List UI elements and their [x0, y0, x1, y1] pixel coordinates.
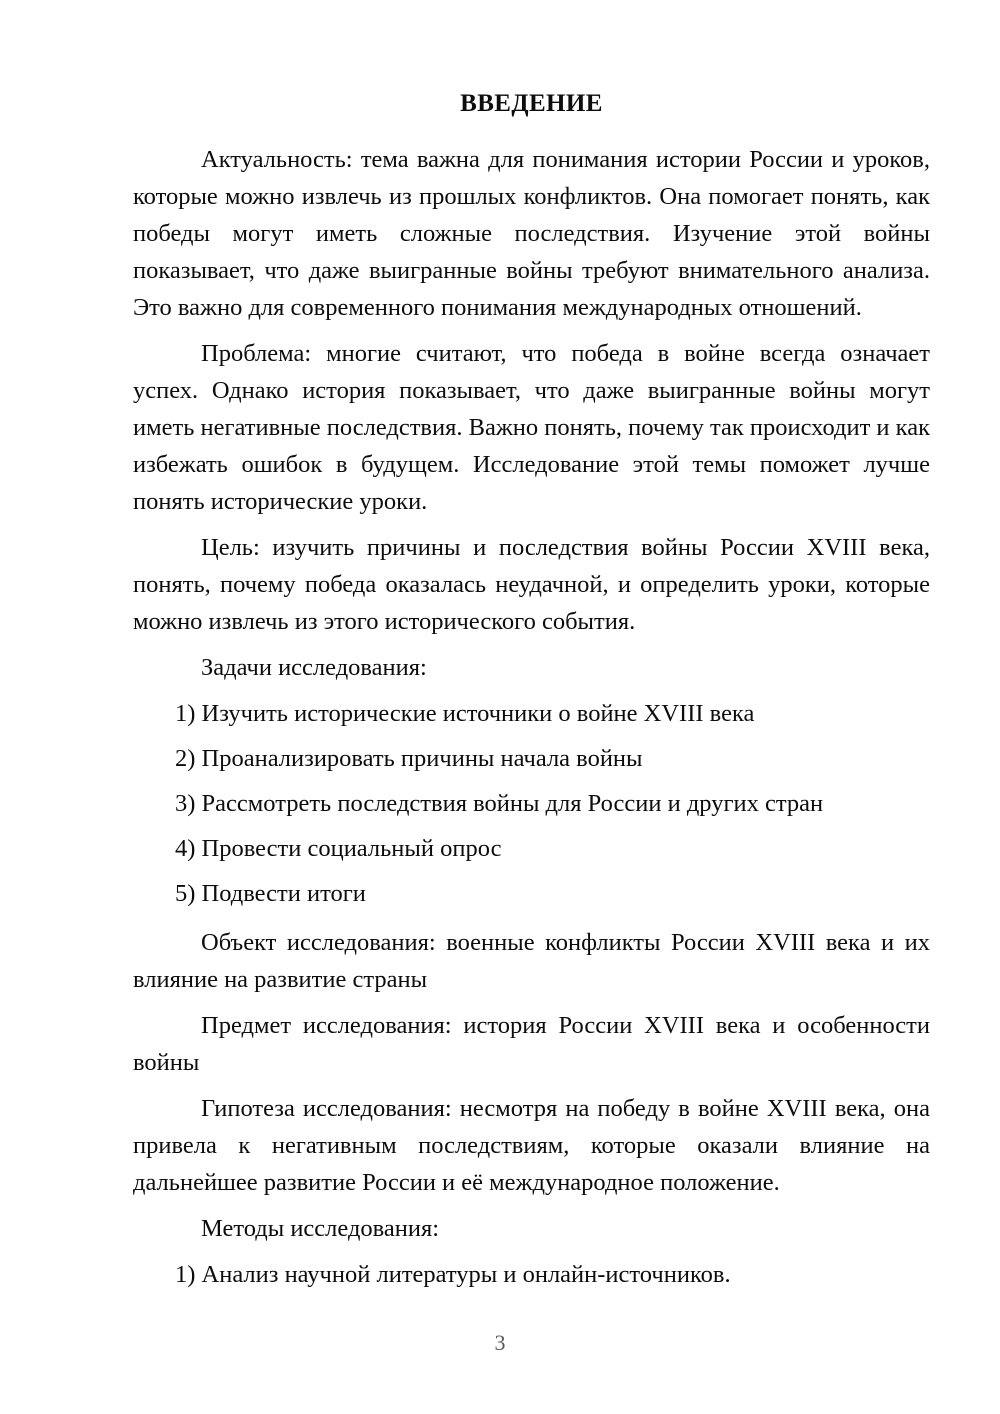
tasks-heading: Задачи исследования:: [201, 654, 427, 682]
list-item: 5) Подвести итоги: [175, 880, 366, 908]
paragraph-goal: Цель: изучить причины и последствия войны России XVIII века, понять, почему победа оказалась неудачной, и определить уроки, которые можно извлечь из этого исторического события.: [133, 534, 930, 636]
paragraph-hypothesis: Гипотеза исследования: несмотря на победу в войне XVIII века, она привела к негативным последствиям, которые оказали влияние на дальнейшее развитие России и её международное положение.: [133, 1095, 930, 1197]
list-item: 1) Изучить исторические источники о войне XVIII века: [175, 700, 755, 728]
tasks-list: [133, 695, 930, 912]
page-number: 3: [494, 1330, 506, 1355]
paragraph-object: Объект исследования: военные конфликты России XVIII века и их влияние на развитие страны: [133, 929, 930, 994]
page-title: ВВЕДЕНИЕ: [460, 90, 603, 117]
paragraph-problem: Проблема: многие считают, что победа в войне всегда означает успех. Однако история показывает, что даже выигранные войны могут иметь негативные последствия. Важно понять, почему так происходит и как избежать ошибок в будущем. Исследование этой темы поможет лучше понять исторические уроки.: [133, 340, 930, 516]
paragraph-relevance: Актуальность: тема важна для понимания истории России и уроков, которые можно извлечь из прошлых конфликтов. Она помогает понять, как победы могут иметь сложные последствия. Изучение этой войны показывает, что даже выигранные войны требуют внимательного анализа. Это важно для современного понимания международных отношений.: [133, 146, 930, 322]
list-item: 4) Провести социальный опрос: [175, 835, 502, 863]
methods-list: [133, 1256, 930, 1293]
document-body: [133, 88, 930, 1301]
list-item: 3) Рассмотреть последствия войны для России и других стран: [175, 790, 824, 818]
list-item: 1) Анализ научной литературы и онлайн-источников.: [175, 1261, 731, 1289]
list-item: 2) Проанализировать причины начала войны: [175, 745, 643, 773]
paragraph-subject: Предмет исследования: история России XVIII века и особенности войны: [133, 1012, 930, 1077]
methods-heading: Методы исследования:: [201, 1215, 440, 1243]
